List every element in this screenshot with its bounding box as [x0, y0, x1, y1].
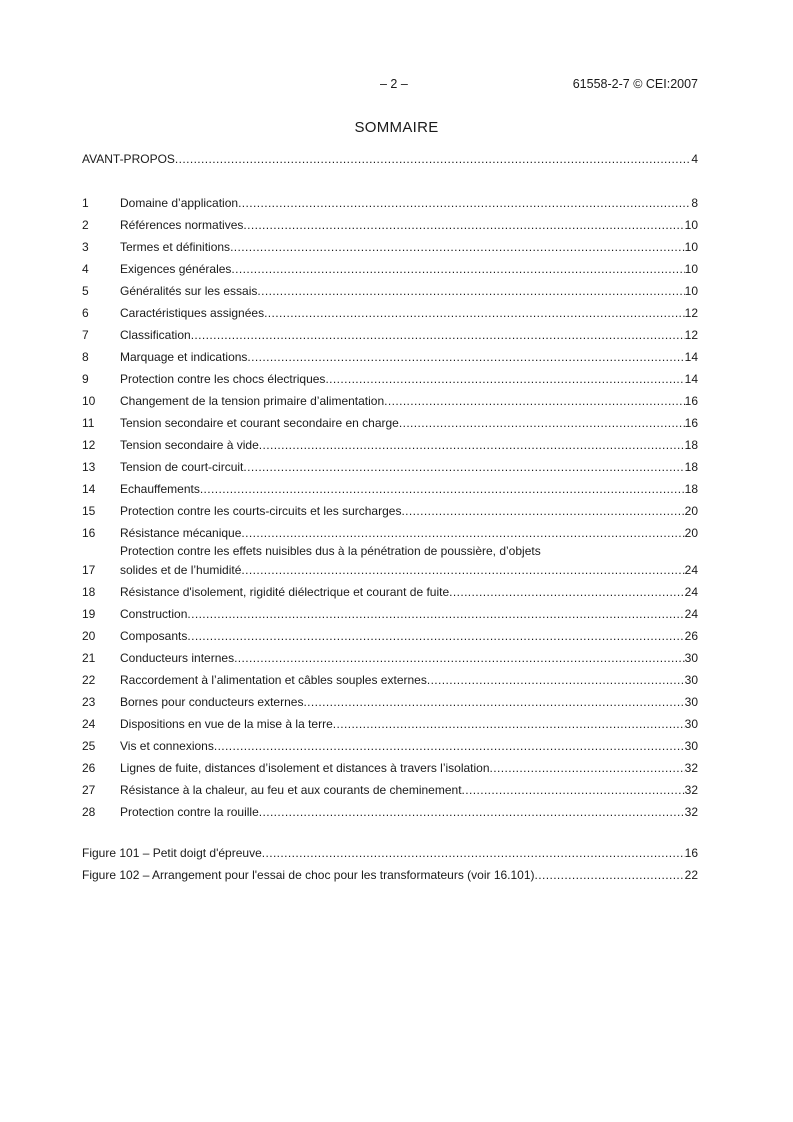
entry-title[interactable]: Vis et connexions	[120, 739, 214, 753]
entry-line	[120, 713, 698, 735]
entry-body	[120, 581, 698, 603]
entry-title[interactable]: Domaine d’application	[120, 196, 239, 210]
dot-leader	[401, 500, 684, 522]
toc-entry[interactable]	[82, 346, 698, 368]
entry-body	[120, 368, 698, 390]
entry-line	[120, 603, 698, 625]
entry-title[interactable]: Composants	[120, 629, 188, 643]
page-title: SOMMAIRE	[354, 119, 439, 136]
toc-entry[interactable]	[82, 192, 698, 214]
entry-body	[120, 346, 698, 368]
entry-title[interactable]: Figure 101 – Petit doigt d'épreuve	[82, 846, 262, 860]
entry-title[interactable]: Changement de la tension primaire d’alimentation	[120, 394, 385, 408]
dot-leader	[187, 603, 684, 625]
toc-entry[interactable]	[82, 478, 698, 500]
toc-entry[interactable]	[82, 390, 698, 412]
toc-entry[interactable]	[82, 302, 698, 324]
entry-number: 7	[82, 328, 89, 342]
toc-entry[interactable]	[82, 735, 698, 757]
entry-page[interactable]: 10	[684, 262, 698, 276]
entry-page[interactable]: 22	[684, 868, 698, 882]
entry-body	[120, 522, 698, 544]
entry-title[interactable]: Bornes pour conducteurs externes	[120, 695, 304, 709]
entry-number: 19	[82, 607, 96, 621]
entry-title[interactable]: Marquage et indications	[120, 350, 248, 364]
entry-title[interactable]: Termes et définitions	[120, 240, 231, 254]
entry-number: 18	[82, 585, 96, 599]
entry-page[interactable]: 30	[684, 673, 698, 687]
toc-entry[interactable]	[82, 779, 698, 801]
entry-body	[82, 842, 698, 864]
dot-leader	[241, 522, 684, 544]
entry-number: 22	[82, 673, 96, 687]
entry-body	[120, 735, 698, 757]
dot-leader	[191, 324, 685, 346]
dot-leader	[214, 735, 685, 757]
entry-body	[82, 864, 698, 886]
entry-line	[120, 258, 698, 280]
entry-line	[120, 214, 698, 236]
entry-number: 20	[82, 629, 96, 643]
entry-line	[82, 148, 698, 170]
entry-page[interactable]: 32	[684, 783, 698, 797]
entry-line	[120, 581, 698, 603]
entry-line	[120, 757, 698, 779]
entry-title[interactable]: Dispositions en vue de la mise à la terre	[120, 717, 333, 731]
entry-body	[120, 302, 698, 324]
entry-line	[120, 302, 698, 324]
entry-line	[120, 522, 698, 544]
entry-page[interactable]: 20	[684, 504, 698, 518]
dot-leader	[262, 842, 685, 864]
entry-page[interactable]: 10	[684, 240, 698, 254]
dot-leader	[230, 236, 685, 258]
dot-leader	[231, 258, 684, 280]
entry-body	[82, 148, 698, 170]
entry-number: 4	[82, 262, 89, 276]
entry-number: 28	[82, 805, 96, 819]
entry-page[interactable]: 30	[684, 651, 698, 665]
entry-line	[120, 456, 698, 478]
entry-line	[120, 669, 698, 691]
entry-line	[120, 647, 698, 669]
entry-number: 11	[82, 416, 95, 430]
dot-leader	[259, 434, 685, 456]
entry-page[interactable]: 30	[684, 695, 698, 709]
entry-line	[120, 324, 698, 346]
entry-number: 2	[82, 218, 89, 232]
dot-leader	[257, 280, 684, 302]
entry-line	[120, 236, 698, 258]
entry-page[interactable]: 20	[684, 526, 698, 540]
dot-leader	[303, 691, 684, 713]
entry-body	[120, 280, 698, 302]
entry-title[interactable]: Lignes de fuite, distances d’isolement et distances à travers l’isolation	[120, 761, 490, 775]
entry-page[interactable]: 24	[684, 563, 698, 577]
entry-number: 13	[82, 460, 96, 474]
entry-line	[120, 625, 698, 647]
dot-leader	[490, 757, 685, 779]
entry-number: 14	[82, 482, 96, 496]
dot-leader	[238, 192, 691, 214]
entry-title[interactable]: Résistance à la chaleur, au feu et aux courants de cheminement	[120, 783, 462, 797]
entry-page[interactable]: 24	[684, 607, 698, 621]
toc-entry[interactable]	[82, 691, 698, 713]
entry-number: 21	[82, 651, 96, 665]
entry-title[interactable]: Echauffements	[120, 482, 200, 496]
entry-title[interactable]: Résistance d'isolement, rigidité diélectrique et courant de fuite	[120, 585, 450, 599]
entry-body	[120, 801, 698, 823]
entry-body	[120, 192, 698, 214]
entry-number: 16	[82, 526, 96, 540]
entry-line	[120, 390, 698, 412]
dot-leader	[449, 581, 685, 603]
toc-entry[interactable]	[82, 757, 698, 779]
entry-title[interactable]: Caractéristiques assignées	[120, 306, 265, 320]
toc-entry[interactable]	[82, 368, 698, 390]
entry-line	[120, 559, 698, 581]
toc-entry[interactable]	[82, 148, 698, 170]
entry-page[interactable]: 16	[684, 394, 698, 408]
entry-page[interactable]: 10	[684, 284, 698, 298]
entry-number: 12	[82, 438, 96, 452]
entry-title[interactable]: Protection contre la rouille	[120, 805, 259, 819]
toc-entry[interactable]	[82, 434, 698, 456]
entry-number: 17	[82, 563, 96, 577]
entry-body	[120, 434, 698, 456]
entry-title[interactable]: Tension secondaire et courant secondaire en charge	[120, 416, 399, 430]
entry-title[interactable]: Références normatives	[120, 218, 244, 232]
toc-entry[interactable]	[82, 236, 698, 258]
entry-number: 3	[82, 240, 89, 254]
dot-leader	[535, 864, 685, 886]
dot-leader	[384, 390, 684, 412]
entry-title[interactable]: Conducteurs internes	[120, 651, 235, 665]
entry-page[interactable]: 4	[691, 152, 698, 166]
entry-body	[120, 412, 698, 434]
entry-body	[120, 544, 698, 581]
page-number: – 2 –	[380, 77, 408, 91]
entry-number: 5	[82, 284, 89, 298]
toc-entry[interactable]	[82, 581, 698, 603]
toc-entry[interactable]	[82, 603, 698, 625]
entry-title[interactable]: Classification	[120, 328, 191, 342]
toc-entry[interactable]	[82, 647, 698, 669]
entry-line	[82, 842, 698, 864]
entry-line	[120, 691, 698, 713]
entry-page[interactable]: 30	[684, 717, 698, 731]
dot-leader	[399, 412, 685, 434]
toc-entry[interactable]	[82, 412, 698, 434]
entry-line	[120, 368, 698, 390]
toc-entry[interactable]	[82, 258, 698, 280]
entry-body	[120, 603, 698, 625]
entry-body	[120, 647, 698, 669]
entry-body	[120, 324, 698, 346]
entry-title[interactable]: Raccordement à l’alimentation et câbles souples externes	[120, 673, 427, 687]
entry-body	[120, 456, 698, 478]
entry-body	[120, 258, 698, 280]
entry-line	[120, 478, 698, 500]
entry-line	[82, 864, 698, 886]
entry-page[interactable]: 18	[684, 460, 698, 474]
toc-entry[interactable]	[82, 625, 698, 647]
entry-page[interactable]: 26	[684, 629, 698, 643]
entry-title[interactable]: Protection contre les courts-circuits et les surcharges	[120, 504, 402, 518]
toc-entry[interactable]	[82, 522, 698, 544]
dot-leader	[247, 346, 684, 368]
dot-leader	[259, 801, 685, 823]
entry-line	[120, 412, 698, 434]
dot-leader	[462, 779, 685, 801]
entry-line	[120, 801, 698, 823]
entry-title[interactable]: AVANT-PROPOS	[82, 152, 175, 166]
toc-front-matter	[82, 148, 698, 170]
entry-page[interactable]: 14	[684, 372, 698, 386]
dot-leader	[427, 669, 685, 691]
entry-number: 25	[82, 739, 96, 753]
entry-page[interactable]: 12	[684, 328, 698, 342]
toc-entry[interactable]	[82, 280, 698, 302]
entry-title[interactable]: Résistance mécanique	[120, 526, 242, 540]
entry-page[interactable]: 18	[684, 438, 698, 452]
dot-leader	[243, 214, 684, 236]
toc-entry[interactable]	[82, 324, 698, 346]
toc-sections	[82, 192, 698, 823]
entry-body	[120, 691, 698, 713]
entry-number: 23	[82, 695, 96, 709]
dot-leader	[187, 625, 684, 647]
entry-title[interactable]: Protection contre les chocs électriques	[120, 372, 326, 386]
dot-leader	[200, 478, 685, 500]
entry-page[interactable]: 30	[684, 739, 698, 753]
dot-leader	[264, 302, 685, 324]
entry-line	[120, 500, 698, 522]
entry-page[interactable]: 14	[684, 350, 698, 364]
entry-page[interactable]: 18	[684, 482, 698, 496]
entry-body	[120, 500, 698, 522]
dot-leader	[234, 647, 685, 669]
document-id: 61558-2-7 © CEI:2007	[572, 77, 698, 91]
entry-page[interactable]: 32	[684, 805, 698, 819]
entry-number: 15	[82, 504, 96, 518]
entry-title[interactable]: Généralités sur les essais	[120, 284, 258, 298]
entry-page[interactable]: 8	[691, 196, 698, 210]
entry-page[interactable]: 16	[684, 846, 698, 860]
entry-page[interactable]: 16	[684, 416, 698, 430]
entry-line	[120, 779, 698, 801]
toc-entry[interactable]	[82, 500, 698, 522]
entry-number: 1	[82, 196, 89, 210]
toc-entry[interactable]	[82, 456, 698, 478]
entry-title-line1: Protection contre les effets nuisibles dus à la pénétration de poussière, d’objets	[120, 544, 541, 558]
toc-entry[interactable]	[82, 801, 698, 823]
entry-page[interactable]: 24	[684, 585, 698, 599]
entry-line	[120, 735, 698, 757]
dot-leader	[175, 148, 691, 170]
entry-page[interactable]: 12	[684, 306, 698, 320]
toc-entry[interactable]	[82, 842, 698, 864]
entry-title[interactable]: Tension de court-circuit	[120, 460, 244, 474]
entry-title[interactable]: Exigences générales	[120, 262, 232, 276]
entry-title[interactable]: solides et de l’humidité	[120, 563, 242, 577]
entry-body	[120, 236, 698, 258]
toc-figures	[82, 842, 698, 886]
toc-entry[interactable]	[82, 214, 698, 236]
dot-leader	[243, 456, 684, 478]
entry-number: 6	[82, 306, 89, 320]
entry-line	[120, 280, 698, 302]
entry-line	[120, 192, 698, 214]
entry-number: 24	[82, 717, 96, 731]
toc-entry[interactable]	[82, 864, 698, 886]
entry-title[interactable]: Construction	[120, 607, 188, 621]
entry-number: 27	[82, 783, 96, 797]
dot-leader	[241, 559, 684, 581]
entry-body	[120, 214, 698, 236]
entry-body	[120, 390, 698, 412]
entry-number: 9	[82, 372, 89, 386]
entry-title[interactable]: Tension secondaire à vide	[120, 438, 259, 452]
entry-page[interactable]: 32	[684, 761, 698, 775]
entry-title[interactable]: Figure 102 – Arrangement pour l'essai de choc pour les transformateurs (voir 16.101)	[82, 868, 535, 882]
toc-entry[interactable]	[82, 669, 698, 691]
toc-entry[interactable]	[82, 713, 698, 735]
entry-line	[120, 346, 698, 368]
dot-leader	[325, 368, 684, 390]
entry-body	[120, 478, 698, 500]
entry-body	[120, 713, 698, 735]
entry-number: 26	[82, 761, 96, 775]
entry-line	[120, 434, 698, 456]
entry-page[interactable]: 10	[684, 218, 698, 232]
entry-number: 10	[82, 394, 96, 408]
entry-body	[120, 779, 698, 801]
entry-body	[120, 625, 698, 647]
entry-number: 8	[82, 350, 89, 364]
entry-body	[120, 757, 698, 779]
toc-entry[interactable]	[82, 544, 698, 581]
dot-leader	[333, 713, 685, 735]
entry-body	[120, 669, 698, 691]
